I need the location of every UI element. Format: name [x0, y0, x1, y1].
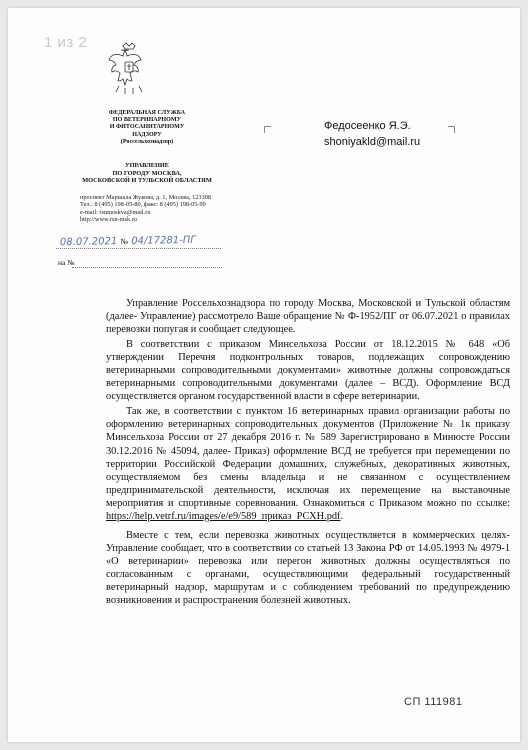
address-line: проспект Маршала Жукова, д. 1, Москва, 123308 [80, 194, 212, 201]
number-label: № [120, 236, 129, 247]
website-line: http://www.rsn-msk.ru [80, 216, 137, 224]
dotted-underline [56, 248, 221, 249]
paragraph-3-end: . [340, 510, 344, 522]
paragraph-3 [106, 405, 510, 522]
handwritten-date [60, 235, 196, 248]
coat-of-arms-icon [107, 40, 151, 98]
handwritten-number: 04/17281-ПГ [131, 234, 196, 247]
address-corner-mark [264, 126, 271, 133]
handwritten-date-value: 08.07.2021 [59, 236, 118, 249]
paragraph-2: В соответствии с приказом Минсельхоза России от 18.12.2015 № 648 «Об утверждении Перечня подконтрольных товаров, подлежащих сопровождению ветеринарными сопроводительными документами» животные должны сопровождаться ветеринарными сопроводительными документами (далее – ВСД). Оформление ВСД осуществляется органом государственной власти в сфере ветеринарии. [106, 339, 510, 403]
reference-label: на № [58, 258, 75, 267]
agency-line: ФЕДЕРАЛЬНАЯ СЛУЖБА [108, 110, 186, 116]
agency-line: НАДЗОРУ [132, 131, 162, 138]
agency-name [80, 110, 214, 146]
page-counter: 1 из 2 [44, 34, 88, 51]
recipient-block [324, 118, 420, 150]
agency-line: (Россельхознадзор) [120, 138, 174, 145]
paragraph-1: Управление Россельхознадзора по городу Москва, Московской и Тульской областям (далее- Управление) рассмотрело Ваше обращение № Ф-1952/ПГ от 06.07.2021 о правилах перевозки попугая и сообщает следующее. [106, 298, 510, 336]
serial-number: СП 111981 [404, 696, 463, 708]
address-corner-mark [448, 126, 455, 133]
email-line: e-mail: rsnmoskva@mail.ru [80, 208, 151, 216]
order-link[interactable]: https://help.vetrf.ru/images/e/e9/589_приказ_РСХН.pdf [106, 510, 341, 522]
recipient-email: shoniyakld@mail.ru [324, 136, 421, 148]
letter-body [106, 297, 510, 609]
department-name [80, 162, 214, 185]
paragraph-4: Вместе с тем, если перевозка животных осуществляется в коммерческих целях- Управление сообщает, что в соответствии со статьей 13 Закона РФ от 14.05.1993 № 4979-1 «О ветеринарии» перевозка или перегон животных должны осуществляться по согласованным с органами, осуществляющими федеральный государственный ветеринарный надзор, маршрутам и с соблюдением требований по предупреждению возникновения и распространения болезней животных. [106, 529, 510, 607]
department-line: УПРАВЛЕНИЕ [125, 162, 169, 169]
department-line: ПО ГОРОДУ МОСКВА, [112, 169, 182, 177]
recipient-name: Федосеенко Я.Э. [324, 120, 411, 132]
dotted-underline [72, 267, 222, 268]
date-number-line [56, 234, 226, 252]
paragraph-3-text: Так же, в соответствии с пунктом 16 ветеринарных правил организации работы по оформлению ветеринарных сопроводительных документов (Приложение № 1к приказу Минсельхоза России от 27 декабря 2016 г. № 589 Зарегистрировано в Минюсте России 30.12.2016 № 45094, далее- Приказ) оформление ВСД не требуется при перемещении по территории Российской Федерации домашних, служебных, декоративных животных, осуществляемом без смены владельца и не связанном с осуществлением предпринимательской деятельности, исключая их перемещение на выставочные мероприятия и спортивные соревнования. Ознакомиться с Приказом можно по ссылке: [106, 406, 510, 509]
phone-line: Тел.: 8 (495) 198-05-80, факс: 8 (495) 198-05-99 [80, 201, 206, 209]
document-page [8, 8, 520, 742]
reference-line [58, 258, 228, 267]
department-line: МОСКОВСКОЙ И ТУЛЬСКОЙ ОБЛАСТЯМ [82, 177, 212, 184]
contact-info [80, 194, 230, 224]
agency-line: ПО ВЕТЕРИНАРНОМУ [112, 117, 182, 124]
agency-line: И ФИТОСАНИТАРНОМУ [109, 124, 185, 131]
